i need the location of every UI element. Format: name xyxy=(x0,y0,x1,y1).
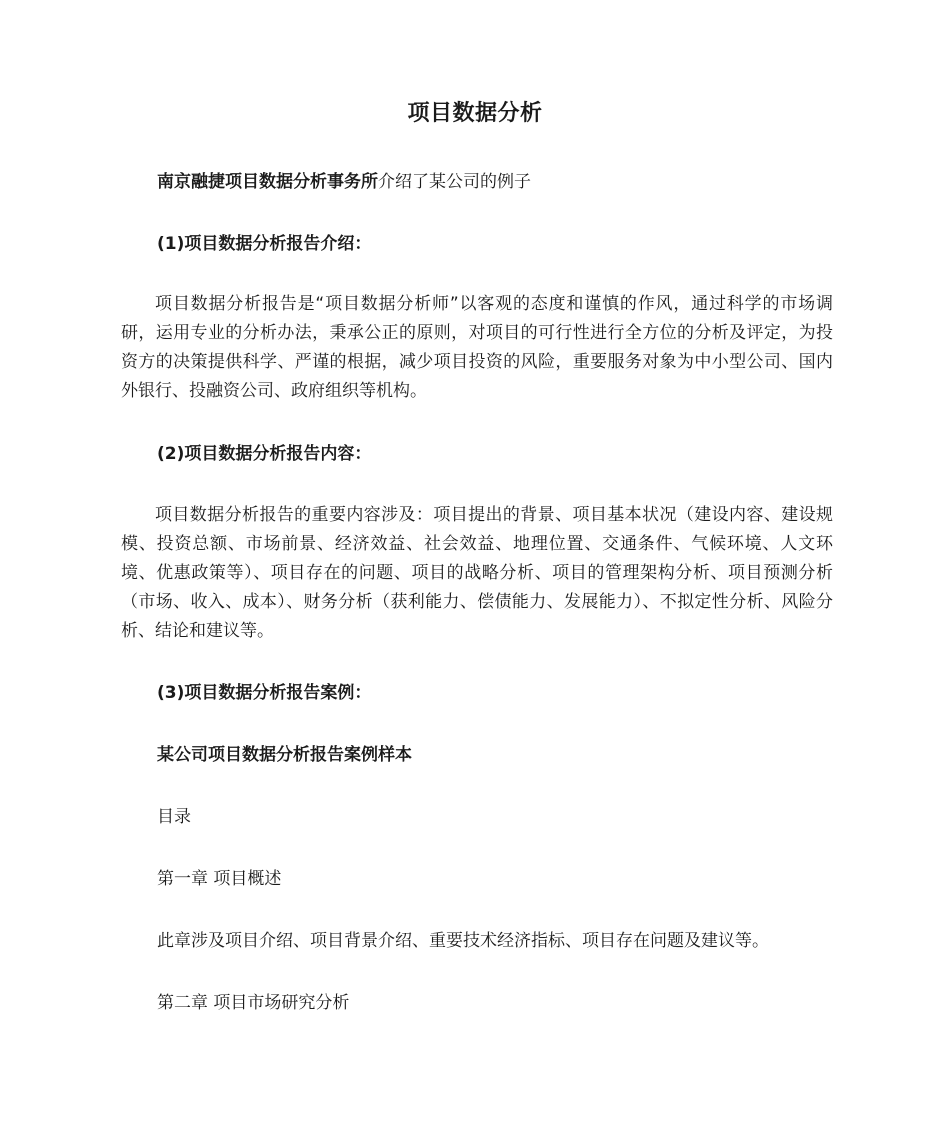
chapter1-description: 此章涉及项目介绍、项目背景介绍、重要技术经济指标、项目存在问题及建议等。 xyxy=(157,931,769,951)
chapter1-title: 第一章 项目概述 xyxy=(157,869,282,889)
intro-line xyxy=(157,170,531,194)
section1-heading: (1)项目数据分析报告介绍： xyxy=(157,234,372,254)
case-title: 某公司项目数据分析报告案例样本 xyxy=(157,745,412,765)
toc-label: 目录 xyxy=(157,807,191,827)
section3-heading: (3)项目数据分析报告案例： xyxy=(157,683,372,703)
intro-text: 介绍了某公司的例子 xyxy=(378,172,531,192)
section2-paragraph: 项目数据分析报告的重要内容涉及：项目提出的背景、项目基本状况（建设内容、建设规模、投资总额、市场前景、经济效益、社会效益、地理位置、交通条件、气候环境、人文环境、优惠政策等）、项目存在的问题、项目的战略分析、项目的管理架构分析、项目预测分析（市场、收入、成本）、财务分析（获利能力、偿债能力、发展能力）、不拟定性分析、风险分析、结论和建议等。 xyxy=(121,505,833,641)
page-title: 项目数据分析 xyxy=(407,101,543,126)
intro-company-name: 南京融捷项目数据分析事务所 xyxy=(157,172,378,192)
section1-paragraph: 项目数据分析报告是“项目数据分析师”以客观的态度和谨慎的作风，通过科学的市场调研，运用专业的分析办法，秉承公正的原则，对项目的可行性进行全方位的分析及评定，为投资方的决策提供科学、严谨的根据，减少项目投资的风险，重要服务对象为中小型公司、国内外银行、投融资公司、政府组织等机构。 xyxy=(121,294,833,401)
section2-heading: (2)项目数据分析报告内容： xyxy=(157,444,372,464)
chapter2-title: 第二章 项目市场研究分析 xyxy=(157,993,350,1013)
